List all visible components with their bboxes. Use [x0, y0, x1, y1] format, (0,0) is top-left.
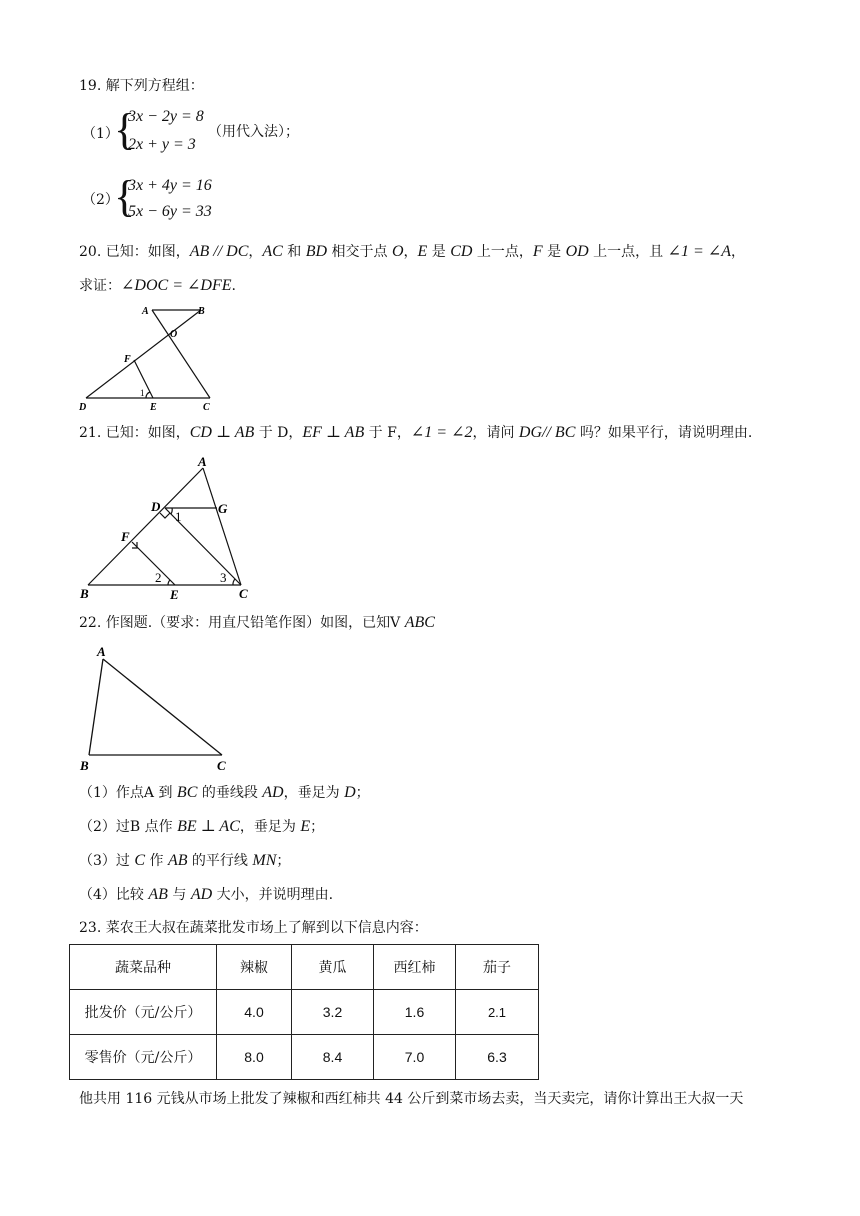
q19-part1-note: （用代入法）；	[208, 124, 299, 140]
q22-item-1: （1）作点A 到 BC 的垂线段 AD，垂足为 D；	[79, 784, 370, 801]
q21-label-1: 1	[175, 509, 182, 524]
q20-label-a: A	[142, 306, 149, 317]
q23-title: 23. 菜农王大叔在蔬菜批发市场上了解到以下信息内容：	[79, 920, 428, 936]
q19-part2-eq2: 5x − 6y = 33	[128, 203, 212, 220]
table-header-cell: 茄子	[456, 945, 539, 990]
table-cell: 1.6	[374, 990, 456, 1035]
q21-angle-2	[168, 580, 170, 585]
table-cell-label: 零售价（元/公斤）	[70, 1035, 217, 1080]
q21-label-3: 3	[220, 570, 227, 585]
q19-part1-brace: {	[114, 105, 136, 154]
table-cell: 8.0	[217, 1035, 292, 1080]
table-cell: 2.1	[456, 990, 539, 1035]
q20-seg-ac	[152, 310, 210, 398]
table-header-cell: 蔬菜品种	[70, 945, 217, 990]
q21-seg-ac	[203, 468, 241, 585]
q21-figure	[76, 450, 266, 605]
q21-label-e: E	[170, 587, 179, 602]
q20-seg-bd	[86, 310, 201, 398]
q21-label-2: 2	[155, 570, 162, 585]
q22-figure	[76, 640, 246, 775]
q23-price-table	[69, 944, 539, 1080]
q21-label-f: F	[121, 529, 130, 544]
q21-label-b: B	[80, 586, 89, 601]
q22-item-3: （3）过 C 作 AB 的平行线 MN；	[79, 852, 291, 869]
q21-angle-1	[171, 508, 172, 514]
q20-angle-1	[146, 392, 150, 398]
q19-title: 19. 解下列方程组：	[79, 78, 204, 94]
q21-label-c: C	[239, 586, 248, 601]
q21-angle-3	[233, 579, 235, 585]
table-header-cell: 西红柿	[374, 945, 456, 990]
q19-part2-eq1: 3x + 4y = 16	[128, 177, 212, 194]
q21-label-g: G	[218, 501, 228, 516]
q20-label-c: C	[203, 402, 210, 413]
q21-rightangle-d	[160, 513, 170, 518]
q22-label-b: B	[80, 758, 89, 773]
q19-part2-label: （2）	[82, 192, 119, 208]
q21-text: 21. 已知：如图，CD ⊥ AB 于 D，EF ⊥ AB 于 F，∠1 = ∠2，请问 DG// BC 吗？如果平行，请说明理由.	[79, 424, 753, 441]
q22-label-c: C	[217, 758, 226, 773]
q20-line2: 求证：∠DOC = ∠DFE.	[79, 277, 236, 294]
q20-label-e: E	[150, 402, 157, 413]
table-cell-label: 批发价（元/公斤）	[70, 990, 217, 1035]
q19-part1-eq2: 2x + y = 3	[128, 136, 196, 153]
table-cell: 6.3	[456, 1035, 539, 1080]
table-row	[70, 1035, 539, 1080]
table-cell: 3.2	[292, 990, 374, 1035]
q22-seg-ac	[103, 659, 222, 755]
q21-label-d: D	[151, 499, 161, 514]
table-cell: 8.4	[292, 1035, 374, 1080]
q20-label-d: D	[79, 402, 87, 413]
table-header-cell: 辣椒	[217, 945, 292, 990]
q19-part1-label: （1）	[82, 126, 119, 142]
q22-seg-ab	[89, 659, 103, 755]
q20-label-b: B	[198, 306, 205, 317]
q22-title: 22. 作图题.（要求：用直尺铅笔作图）如图，已知V ABC	[79, 614, 435, 631]
table-cell: 7.0	[374, 1035, 456, 1080]
q19-part2-brace: {	[114, 172, 136, 221]
table-row	[70, 990, 539, 1035]
q20-line1: 20. 已知：如图，AB // DC，AC 和 BD 相交于点 O，E 是 CD 上一点，F 是 OD 上一点，且 ∠1 = ∠A，	[79, 243, 746, 260]
q20-figure	[76, 300, 226, 415]
table-header-row	[70, 945, 539, 990]
q20-label-1: 1	[140, 388, 145, 398]
q21-label-a: A	[198, 454, 207, 469]
q20-label-f: F	[124, 354, 131, 365]
q23-footer: 他共用 116 元钱从市场上批发了辣椒和西红柿共 44 公斤到菜市场去卖，当天卖完，请你计算出王大叔一天	[79, 1091, 744, 1107]
q19-part1-eq1: 3x − 2y = 8	[128, 108, 204, 125]
table-header-cell: 黄瓜	[292, 945, 374, 990]
q21-seg-ab	[88, 468, 203, 585]
q22-label-a: A	[97, 644, 106, 659]
q21-seg-fe	[132, 542, 175, 585]
q20-label-o: O	[170, 329, 178, 340]
q22-item-4: （4）比较 AB 与 AD 大小，并说明理由.	[79, 886, 334, 903]
q22-item-2: （2）过B 点作 BE ⊥ AC，垂足为 E；	[79, 818, 325, 835]
table-cell: 4.0	[217, 990, 292, 1035]
